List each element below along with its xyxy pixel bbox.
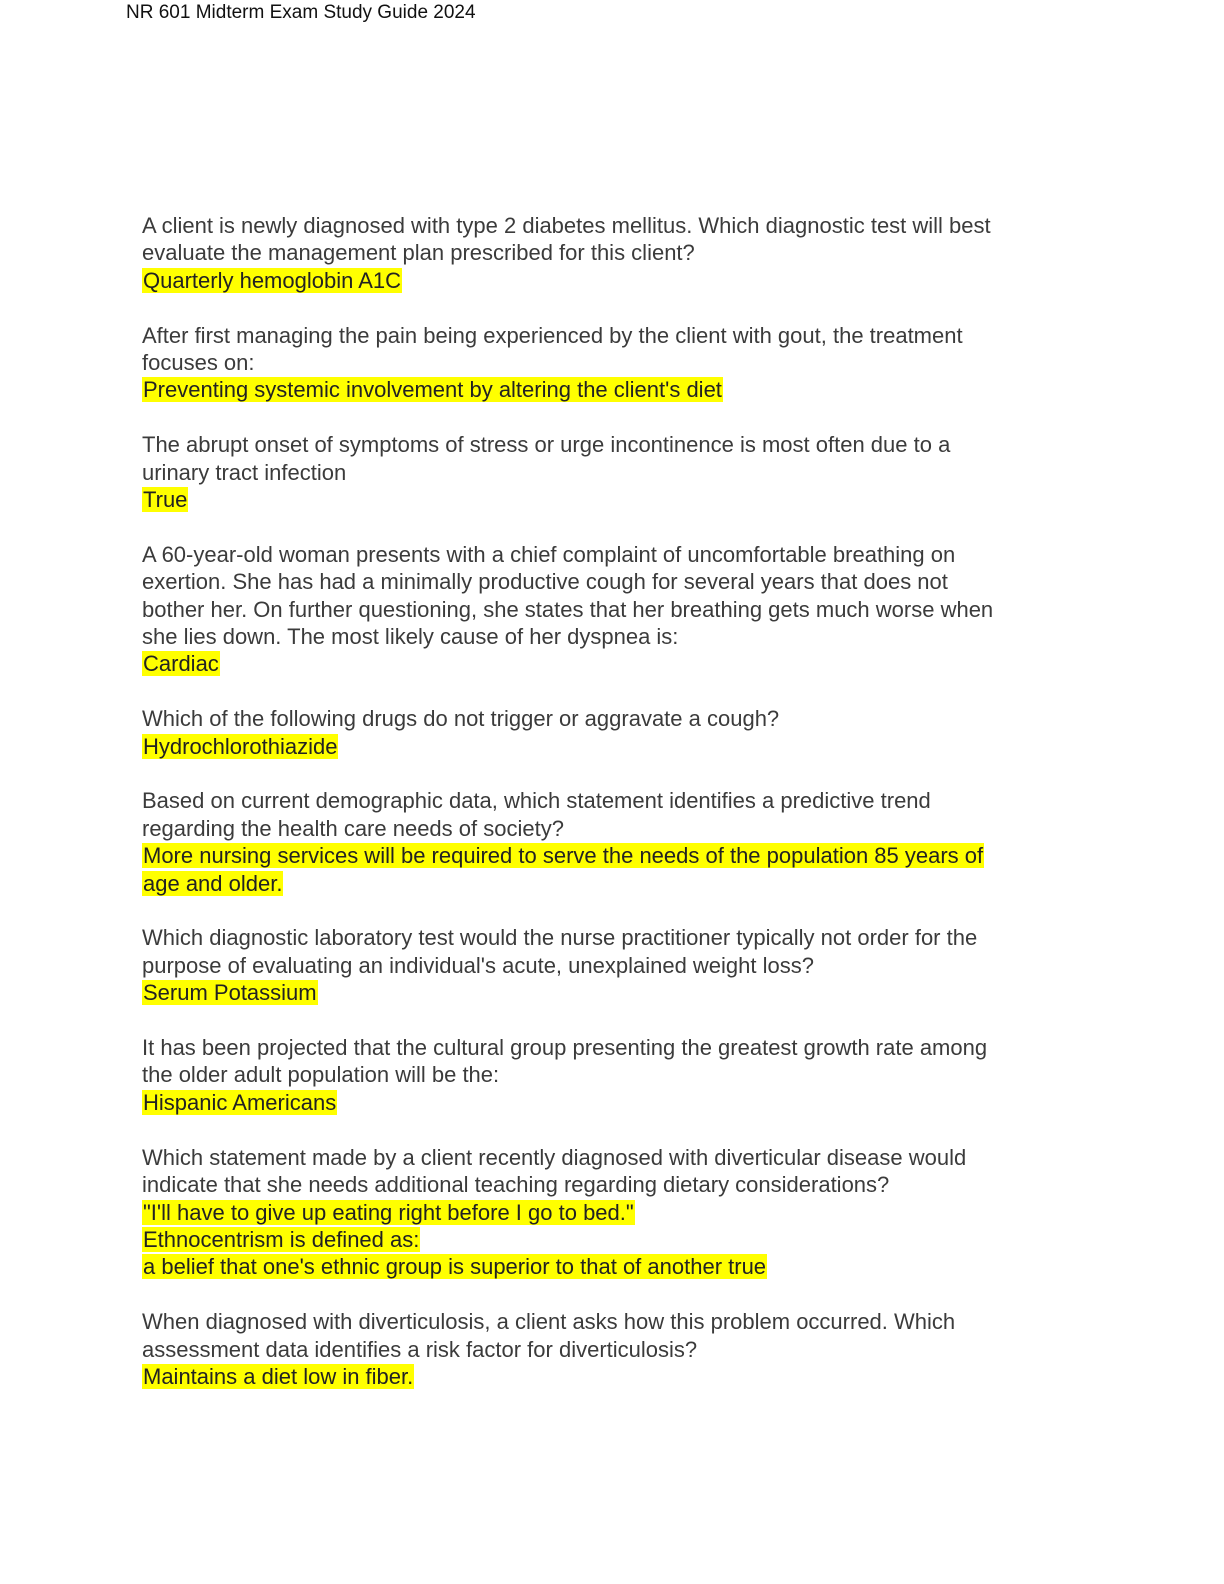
question-text: A client is newly diagnosed with type 2 diabetes mellitus. Which diagnostic test will best evaluate the management plan prescribed for this client? (142, 213, 991, 266)
question-text: The abrupt onset of symptoms of stress or urge incontinence is most often due to a urinary tract infection (142, 432, 951, 485)
question-block (142, 1308, 1072, 1390)
answer-line (142, 376, 1072, 403)
question-block (142, 705, 1072, 760)
answer-line (142, 842, 1072, 897)
question-block (142, 322, 1072, 404)
highlighted-answer: Maintains a diet low in fiber. (143, 1363, 414, 1389)
answer-line (142, 650, 1072, 677)
study-guide-content (142, 212, 1072, 1418)
question-block (142, 1144, 1072, 1281)
question-text: It has been projected that the cultural group presenting the greatest growth rate among the older adult population will be the: (142, 1035, 988, 1088)
question-block (142, 787, 1072, 897)
question-text: After first managing the pain being experienced by the client with gout, the treatment focuses on: (142, 322, 963, 376)
answer-line (142, 486, 1072, 513)
answer-line (142, 1089, 1072, 1116)
page-header-title: NR 601 Midterm Exam Study Guide 2024 (126, 2, 476, 23)
answer-line (142, 979, 1072, 1006)
question-text: Which diagnostic laboratory test would the nurse practitioner typically not order for the purpose of evaluating an individual's acute, unexplained weight loss? (142, 925, 978, 978)
question-text: Which of the following drugs do not trigger or aggravate a cough? (142, 706, 780, 732)
highlighted-answer: "I'll have to give up eating right before I go to bed." Ethnocentrism is defined as: a belief that one's ethnic group is superior to that of another true (143, 1199, 767, 1280)
answer-line (142, 267, 1072, 294)
question-text: When diagnosed with diverticulosis, a client asks how this problem occurred. Which assessment data identifies a risk factor for diverticulosis? (142, 1309, 956, 1362)
question-text: A 60-year-old woman presents with a chief complaint of uncomfortable breathing on exertion. She has had a minimally productive cough for several years that does not bother her. On further questioning, she states that her breathing gets much worse when she lies down. The most likely cause of her dyspnea is: (142, 541, 994, 650)
answer-line (142, 1199, 1072, 1281)
question-text: Which statement made by a client recently diagnosed with diverticular disease would indicate that she needs additional teaching regarding dietary considerations? (142, 1144, 967, 1198)
question-block (142, 924, 1072, 1006)
highlighted-answer: Preventing systemic involvement by altering the client's diet (143, 377, 722, 403)
question-block (142, 1034, 1072, 1116)
question-block (142, 431, 1072, 513)
answer-line (142, 733, 1072, 760)
highlighted-answer: True (143, 487, 188, 513)
highlighted-answer: More nursing services will be required to serve the needs of the population 85 years of age and older. (143, 843, 984, 896)
highlighted-answer: Cardiac (143, 651, 219, 677)
question-block (142, 212, 1072, 294)
question-block (142, 541, 1072, 678)
answer-line (142, 1363, 1072, 1390)
highlighted-answer: Hispanic Americans (143, 1089, 337, 1115)
highlighted-answer: Hydrochlorothiazide (143, 733, 338, 759)
highlighted-answer: Quarterly hemoglobin A1C (143, 267, 402, 293)
question-text: Based on current demographic data, which statement identifies a predictive trend regarding the health care needs of society? (142, 788, 931, 841)
highlighted-answer: Serum Potassium (143, 980, 317, 1006)
